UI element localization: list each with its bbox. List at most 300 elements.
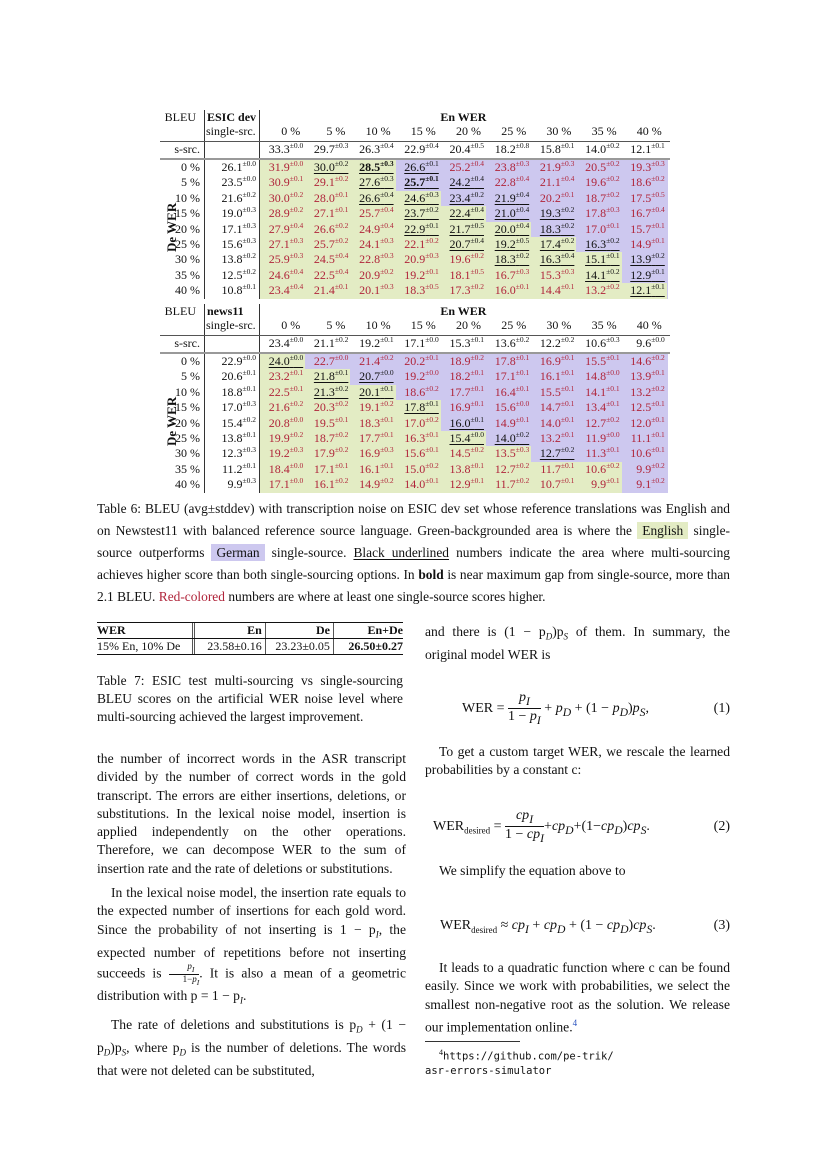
stddev-value: 0.0 <box>339 353 349 362</box>
stddev: ±0.2 <box>560 220 575 230</box>
stddev-value: 0.0 <box>293 141 304 150</box>
value: 21.0 <box>494 206 516 221</box>
single-src-value <box>206 400 256 415</box>
value: 29.7 <box>313 142 335 156</box>
bleu-cell <box>531 385 574 400</box>
bleu-cell <box>531 416 574 431</box>
value: 10.6 <box>585 336 607 350</box>
stddev: ±0.1 <box>651 399 665 409</box>
stddev-value: 0.2 <box>339 445 349 455</box>
footnote-mark[interactable]: 4 <box>572 1017 578 1028</box>
value: 14.0 <box>494 431 516 445</box>
bleu-cell <box>260 283 303 298</box>
stddev-value: 0.2 <box>610 174 620 184</box>
row-label: 25 % <box>175 237 200 251</box>
stddev-value: 0.1 <box>384 430 394 439</box>
stddev-value: 0.1 <box>246 383 256 393</box>
stddev: ±0.2 <box>606 236 620 245</box>
value: 16.3 <box>404 431 426 445</box>
bleu-cell <box>486 237 529 252</box>
stddev: ±0.2 <box>425 383 439 393</box>
value: 22.5 <box>313 267 335 282</box>
stddev: ±0.1 <box>651 236 665 245</box>
stddev: ±0.4 <box>380 189 394 199</box>
stddev: ±0.1 <box>334 368 349 378</box>
column-header: 35 % <box>591 318 617 332</box>
bleu-cell <box>396 416 439 431</box>
value: 23.5 <box>221 175 243 190</box>
bleu-cell <box>260 354 303 369</box>
value: 13.9 <box>630 252 652 267</box>
bleu-cell <box>396 268 439 283</box>
stddev-value: 0.1 <box>655 141 665 150</box>
s-src-value <box>486 336 529 351</box>
stddev-value: 0.1 <box>519 282 530 292</box>
text: . It is also a mean of a geometric distribution with p = 1 − p <box>97 965 406 1004</box>
bleu-cell <box>260 206 303 221</box>
value: 19.3 <box>630 160 652 174</box>
value: 22.1 <box>404 237 426 251</box>
stddev: ±0.2 <box>334 236 349 245</box>
value: 19.2 <box>359 336 381 350</box>
stddev: ±0.1 <box>560 430 575 439</box>
stddev: ±0.2 <box>560 445 575 455</box>
stddev: ±0.3 <box>242 236 256 245</box>
red-colored-label: Red-colored <box>158 589 225 604</box>
stddev-value: 0.0 <box>293 335 304 344</box>
stddev-value: 0.4 <box>519 174 530 184</box>
stddev-value: 0.4 <box>293 266 304 276</box>
bleu-cell <box>260 385 303 400</box>
value: 20.7 <box>359 369 381 384</box>
stddev: ±0.1 <box>515 282 530 292</box>
bleu-cell <box>622 385 665 400</box>
column-header: 30 % <box>546 318 572 332</box>
cell-wer: 15% En, 10% De <box>97 639 195 654</box>
value: 13.2 <box>630 384 652 399</box>
bleu-cell <box>622 400 665 415</box>
column-header: 40 % <box>636 124 662 138</box>
stddev: ±0.1 <box>242 460 256 470</box>
value: 22.8 <box>359 252 381 267</box>
stddev: ±0.1 <box>242 368 256 378</box>
value: 18.3 <box>539 221 561 236</box>
stddev-value: 0.2 <box>474 282 484 292</box>
stddev: ±0.1 <box>651 282 665 292</box>
stddev: ±0.3 <box>289 445 304 455</box>
text: and there is (1 − p <box>425 624 546 639</box>
s-src-value <box>622 142 665 157</box>
stddev-value: 0.3 <box>293 236 304 245</box>
single-src-label: single-src. <box>206 318 256 332</box>
stddev: ±0.1 <box>470 399 484 409</box>
stddev: ±0.2 <box>425 414 439 424</box>
stddev: ±0.1 <box>425 266 439 276</box>
stddev: ±0.1 <box>380 383 394 393</box>
bleu-cell <box>350 416 393 431</box>
value: 16.9 <box>449 400 471 415</box>
column-header: 35 % <box>591 124 617 138</box>
value: 23.4 <box>449 190 471 205</box>
footnote-link[interactable]: asr-errors-simulator <box>425 1064 552 1077</box>
value: 22.9 <box>221 354 243 368</box>
stddev: ±0.3 <box>289 236 304 245</box>
right-paragraph-1: and there is $(1 - p_D)p_S$ of them. In summary, the original model WER is <box>425 624 730 663</box>
value: 20.2 <box>404 354 426 368</box>
stddev: ±0.1 <box>380 335 394 344</box>
value: 15.6 <box>221 237 243 251</box>
value: 19.5 <box>313 415 335 430</box>
stddev: ±0.2 <box>560 205 575 215</box>
value: 16.9 <box>359 446 381 461</box>
value: 18.6 <box>404 384 426 399</box>
stddev-value: 0.1 <box>655 368 665 378</box>
bleu-cell <box>305 237 348 252</box>
stddev: ±0.1 <box>560 282 575 292</box>
value: 11.7 <box>495 477 516 492</box>
value: 16.9 <box>539 354 561 368</box>
stddev: ±0.4 <box>289 220 304 230</box>
stddev: ±0.1 <box>334 189 349 199</box>
value: 21.6 <box>221 190 243 205</box>
bleu-cell <box>576 222 619 237</box>
stddev-value: 0.1 <box>565 399 575 409</box>
value: 16.1 <box>359 461 381 476</box>
stddev-value: 0.1 <box>474 399 484 409</box>
stddev-value: 0.1 <box>429 220 439 230</box>
stddev-value: 0.8 <box>519 141 530 150</box>
stddev-value: 0.1 <box>655 430 665 439</box>
bleu-cell <box>260 237 303 252</box>
row-label: 20 % <box>175 415 200 430</box>
value: 12.7 <box>494 461 516 476</box>
stddev: ±0.2 <box>289 430 304 439</box>
bleu-cell <box>622 191 665 206</box>
stddev-value: 0.4 <box>339 266 349 276</box>
stddev-value: 0.3 <box>339 141 349 150</box>
stddev-value: 0.5 <box>474 266 484 276</box>
paragraph: In the lexical noise model, the insertion rate equals to the expected number of insertions for each gold word. Since the probability of not inserting is $1 - p_I$, the expected number of repetitions before not inserting succeeds is $\frac{p_I}{1-p_I}$ . It is also a mean of a geometric distribution with $p = 1 - p_I$. <box>97 885 407 1006</box>
stddev-value: 0.2 <box>655 476 665 486</box>
text: It leads to a quadratic function where c can be found easily. Since we work with probabilities, we select the smallest non-negative root as the solution. We release our implementation online. <box>425 960 730 1035</box>
bleu-cell <box>350 354 393 369</box>
column-header: 40 % <box>636 318 662 332</box>
bleu-cell <box>531 160 574 175</box>
value: 16.0 <box>449 415 471 430</box>
s-src-value <box>486 142 529 157</box>
value: 18.8 <box>221 384 243 399</box>
value: 21.4 <box>359 354 381 368</box>
stddev: ±0.0 <box>242 159 256 168</box>
s-src-value <box>622 336 665 351</box>
value: 31.9 <box>268 160 290 174</box>
value: 9.9 <box>636 461 652 476</box>
stddev-value: 0.1 <box>384 383 394 393</box>
row-label: 15 % <box>175 206 200 221</box>
bleu-cell <box>350 462 393 477</box>
stddev: ±0.4 <box>560 174 575 184</box>
single-src-value <box>206 446 256 461</box>
value: 15.8 <box>539 142 561 156</box>
stddev-value: 0.3 <box>384 236 394 245</box>
stddev-value: 0.0 <box>293 476 304 486</box>
footnote-link[interactable]: https://github.com/pe-trik/ <box>443 1050 614 1063</box>
stddev: ±0.2 <box>606 460 620 470</box>
value: 15.4 <box>221 415 243 430</box>
bleu-cell <box>350 175 393 190</box>
bleu-cell <box>396 446 439 461</box>
stddev-value: 0.1 <box>339 368 349 378</box>
stddev-value: 0.1 <box>429 445 439 455</box>
table-row <box>160 477 670 492</box>
value: 14.0 <box>585 142 607 156</box>
stddev: ±0.2 <box>606 266 620 276</box>
stddev: ±0.2 <box>651 460 665 470</box>
stddev: ±0.4 <box>289 266 304 276</box>
stddev: ±0.3 <box>380 282 394 292</box>
caption-text: Table 6: BLEU (avg±stddev) with transcription noise on ESIC dev set whose reference translations was English and on Newstest11 with balanced reference source language. Green-backgrounded area is where the <box>97 501 730 538</box>
value: 11.3 <box>585 446 607 461</box>
stddev: ±0.1 <box>560 460 575 470</box>
stddev: ±0.1 <box>651 445 665 455</box>
bleu-cell <box>396 206 439 221</box>
value: 26.6 <box>359 190 381 205</box>
stddev-value: 0.1 <box>565 383 575 393</box>
dataset-label: news11 <box>207 304 244 318</box>
value: 25.7 <box>313 237 335 251</box>
stddev-value: 0.2 <box>519 251 530 261</box>
stddev: ±0.0 <box>289 353 304 362</box>
stddev-value: 0.2 <box>519 335 530 344</box>
bleu-cell <box>622 237 665 252</box>
value: 19.2 <box>268 446 290 461</box>
bleu-cell <box>531 354 574 369</box>
stddev-value: 0.5 <box>429 282 439 292</box>
value: 21.8 <box>313 369 335 384</box>
value: 19.6 <box>585 175 607 190</box>
value: 12.1 <box>630 283 652 298</box>
bleu-cell <box>531 252 574 267</box>
value: 17.7 <box>449 384 471 399</box>
value: 19.2 <box>404 369 426 384</box>
value: 27.6 <box>359 175 381 190</box>
value: 17.0 <box>221 400 243 415</box>
stddev: ±0.3 <box>606 335 620 344</box>
stddev: ±0.0 <box>651 335 665 344</box>
stddev-value: 0.4 <box>474 236 484 245</box>
text: The rate of deletions and substitutions is p <box>111 1017 357 1033</box>
stddev-value: 0.5 <box>655 189 665 199</box>
caption-text: numbers are where at least one single-source scores higher. <box>228 589 546 604</box>
stddev: ±0.1 <box>380 414 394 424</box>
stddev-value: 0.0 <box>429 335 439 344</box>
stddev: ±0.1 <box>560 368 575 378</box>
value: 20.9 <box>359 267 381 282</box>
value: 13.2 <box>585 283 607 298</box>
stddev-value: 0.1 <box>655 220 665 230</box>
stddev-value: 0.1 <box>655 282 665 292</box>
bleu-cell <box>576 462 619 477</box>
row-label: 5 % <box>181 369 200 384</box>
stddev-value: 0.0 <box>519 399 530 409</box>
bleu-cell <box>622 283 665 298</box>
stddev: ±0.1 <box>651 220 665 230</box>
row-label: 10 % <box>175 384 200 399</box>
stddev-value: 0.2 <box>429 460 439 470</box>
bleu-cell <box>622 431 665 446</box>
stddev-value: 0.4 <box>655 205 665 215</box>
value: 20.7 <box>449 237 471 251</box>
bleu-cell <box>486 431 529 446</box>
stddev: ±0.3 <box>380 159 394 168</box>
s-src-value <box>576 142 619 157</box>
stddev-value: 0.2 <box>610 141 620 150</box>
bleu-cell <box>622 160 665 175</box>
bleu-cell <box>441 283 484 298</box>
stddev-value: 0.5 <box>519 236 530 245</box>
stddev: ±0.2 <box>242 414 256 424</box>
footnote-rule <box>425 1041 520 1042</box>
stddev: ±0.5 <box>470 220 484 230</box>
value: 15.3 <box>539 267 561 282</box>
stddev: ±0.2 <box>651 353 665 362</box>
bleu-cell <box>305 160 348 175</box>
stddev: ±0.1 <box>606 251 620 261</box>
value: 10.6 <box>630 446 652 461</box>
value: 17.1 <box>494 369 516 384</box>
stddev-value: 0.0 <box>293 460 304 470</box>
stddev: ±0.0 <box>289 159 304 168</box>
text: In the lexical noise model, the insertion rate equals to the expected number of insertions for each gold word. Since the probability of not inserting is 1 − p <box>97 885 406 937</box>
stddev: ±0.1 <box>560 141 575 150</box>
paragraph: the number of incorrect words in the ASR transcript divided by the number of correct words in the gold transcript. The errors are either insertions, deletions, or substitutions. In the lexical noise model, insertion is applied independently on the other operations. Therefore, we can decompose WER to the sum of insertion rate and the rate of deletions or substitutions. <box>97 751 406 876</box>
bleu-cell <box>576 369 619 384</box>
value: 18.7 <box>313 431 335 445</box>
value: 18.1 <box>449 267 471 282</box>
value: 27.9 <box>268 221 290 236</box>
bleu-cell <box>441 416 484 431</box>
value: 15.3 <box>449 336 471 350</box>
stddev: ±0.3 <box>515 266 530 276</box>
stddev: ±0.1 <box>515 353 530 362</box>
stddev-value: 0.0 <box>246 353 256 362</box>
stddev-value: 0.3 <box>246 476 256 486</box>
value: 20.1 <box>359 283 381 298</box>
value: 9.9 <box>591 477 607 492</box>
stddev: ±0.3 <box>242 476 256 486</box>
row-label: 30 % <box>175 446 200 461</box>
stddev: ±0.4 <box>380 141 394 150</box>
stddev: ±0.1 <box>560 476 575 486</box>
stddev-value: 0.1 <box>565 414 575 424</box>
value: 22.7 <box>313 354 335 368</box>
stddev: ±0.1 <box>425 476 439 486</box>
stddev-value: 0.1 <box>655 266 665 276</box>
single-src-value <box>206 477 256 492</box>
value: 17.8 <box>494 354 516 368</box>
bleu-cell <box>441 446 484 461</box>
stddev-value: 0.4 <box>565 174 575 184</box>
stddev: ±0.4 <box>560 251 575 261</box>
stddev-value: 0.3 <box>610 335 620 344</box>
stddev: ±0.2 <box>606 282 620 292</box>
stddev-value: 0.4 <box>519 220 530 230</box>
bleu-cell <box>305 431 348 446</box>
right-paragraph-2: To get a custom target WER, we rescale the learned probabilities by a constant c: <box>425 744 730 778</box>
header-en-de: En+De <box>367 623 403 637</box>
value: 17.3 <box>449 283 471 298</box>
left-column <box>97 750 406 1080</box>
value: 15.6 <box>404 446 426 461</box>
stddev-value: 0.4 <box>474 205 484 215</box>
stddev-value: 0.0 <box>293 159 304 168</box>
stddev-value: 0.1 <box>429 353 439 362</box>
bleu-cell <box>622 252 665 267</box>
stddev: ±0.1 <box>560 414 575 424</box>
bleu-cell <box>486 477 529 492</box>
stddev-value: 0.1 <box>293 383 304 393</box>
value: 28.9 <box>268 206 290 221</box>
value: 13.8 <box>449 461 471 476</box>
stddev-value: 0.1 <box>610 353 620 362</box>
stddev-value: 0.1 <box>610 383 620 393</box>
stddev-value: 0.3 <box>655 159 665 168</box>
stddev: ±0.1 <box>425 174 439 184</box>
stddev: ±0.1 <box>242 430 256 439</box>
stddev-value: 0.1 <box>474 335 484 344</box>
stddev: ±0.4 <box>380 205 394 215</box>
value: 23.4 <box>268 283 290 298</box>
value: 15.5 <box>585 354 607 368</box>
equation-1: WER = $\frac{p_I}{1 - p_I}$ + $p_D + (1 - p_D)p_S$, <box>462 690 649 728</box>
table-row <box>160 369 670 384</box>
stddev-value: 0.1 <box>429 159 439 168</box>
stddev-value: 0.2 <box>474 251 484 261</box>
stddev-value: 0.4 <box>384 141 394 150</box>
stddev-value: 0.2 <box>339 399 349 409</box>
value: 14.6 <box>630 354 652 368</box>
value: 11.2 <box>221 461 243 476</box>
footnote <box>425 1046 614 1078</box>
bleu-cell <box>576 237 619 252</box>
bleu-cell <box>260 431 303 446</box>
s-src-value <box>305 336 348 351</box>
stddev: ±0.1 <box>470 368 484 378</box>
stddev-value: 0.5 <box>474 220 484 230</box>
column-header: 5 % <box>326 318 346 332</box>
bleu-cell <box>576 283 619 298</box>
stddev-value: 0.1 <box>565 368 575 378</box>
stddev-value: 0.2 <box>339 159 349 168</box>
row-label: 10 % <box>175 190 200 205</box>
stddev-value: 0.2 <box>384 353 394 362</box>
value: 20.8 <box>268 415 290 430</box>
value: 21.9 <box>539 160 561 174</box>
stddev: ±0.1 <box>425 399 439 409</box>
stddev-value: 0.1 <box>565 460 575 470</box>
stddev: ±0.0 <box>289 460 304 470</box>
stddev-value: 0.2 <box>474 445 484 455</box>
stddev: ±0.1 <box>334 460 349 470</box>
stddev-value: 0.1 <box>429 430 439 439</box>
value: 17.5 <box>630 190 652 205</box>
stddev-value: 0.2 <box>474 189 484 199</box>
stddev: ±0.2 <box>334 159 349 168</box>
bleu-cell <box>531 446 574 461</box>
bleu-cell <box>622 462 665 477</box>
stddev: ±0.3 <box>380 174 394 184</box>
stddev-value: 0.4 <box>293 282 304 292</box>
